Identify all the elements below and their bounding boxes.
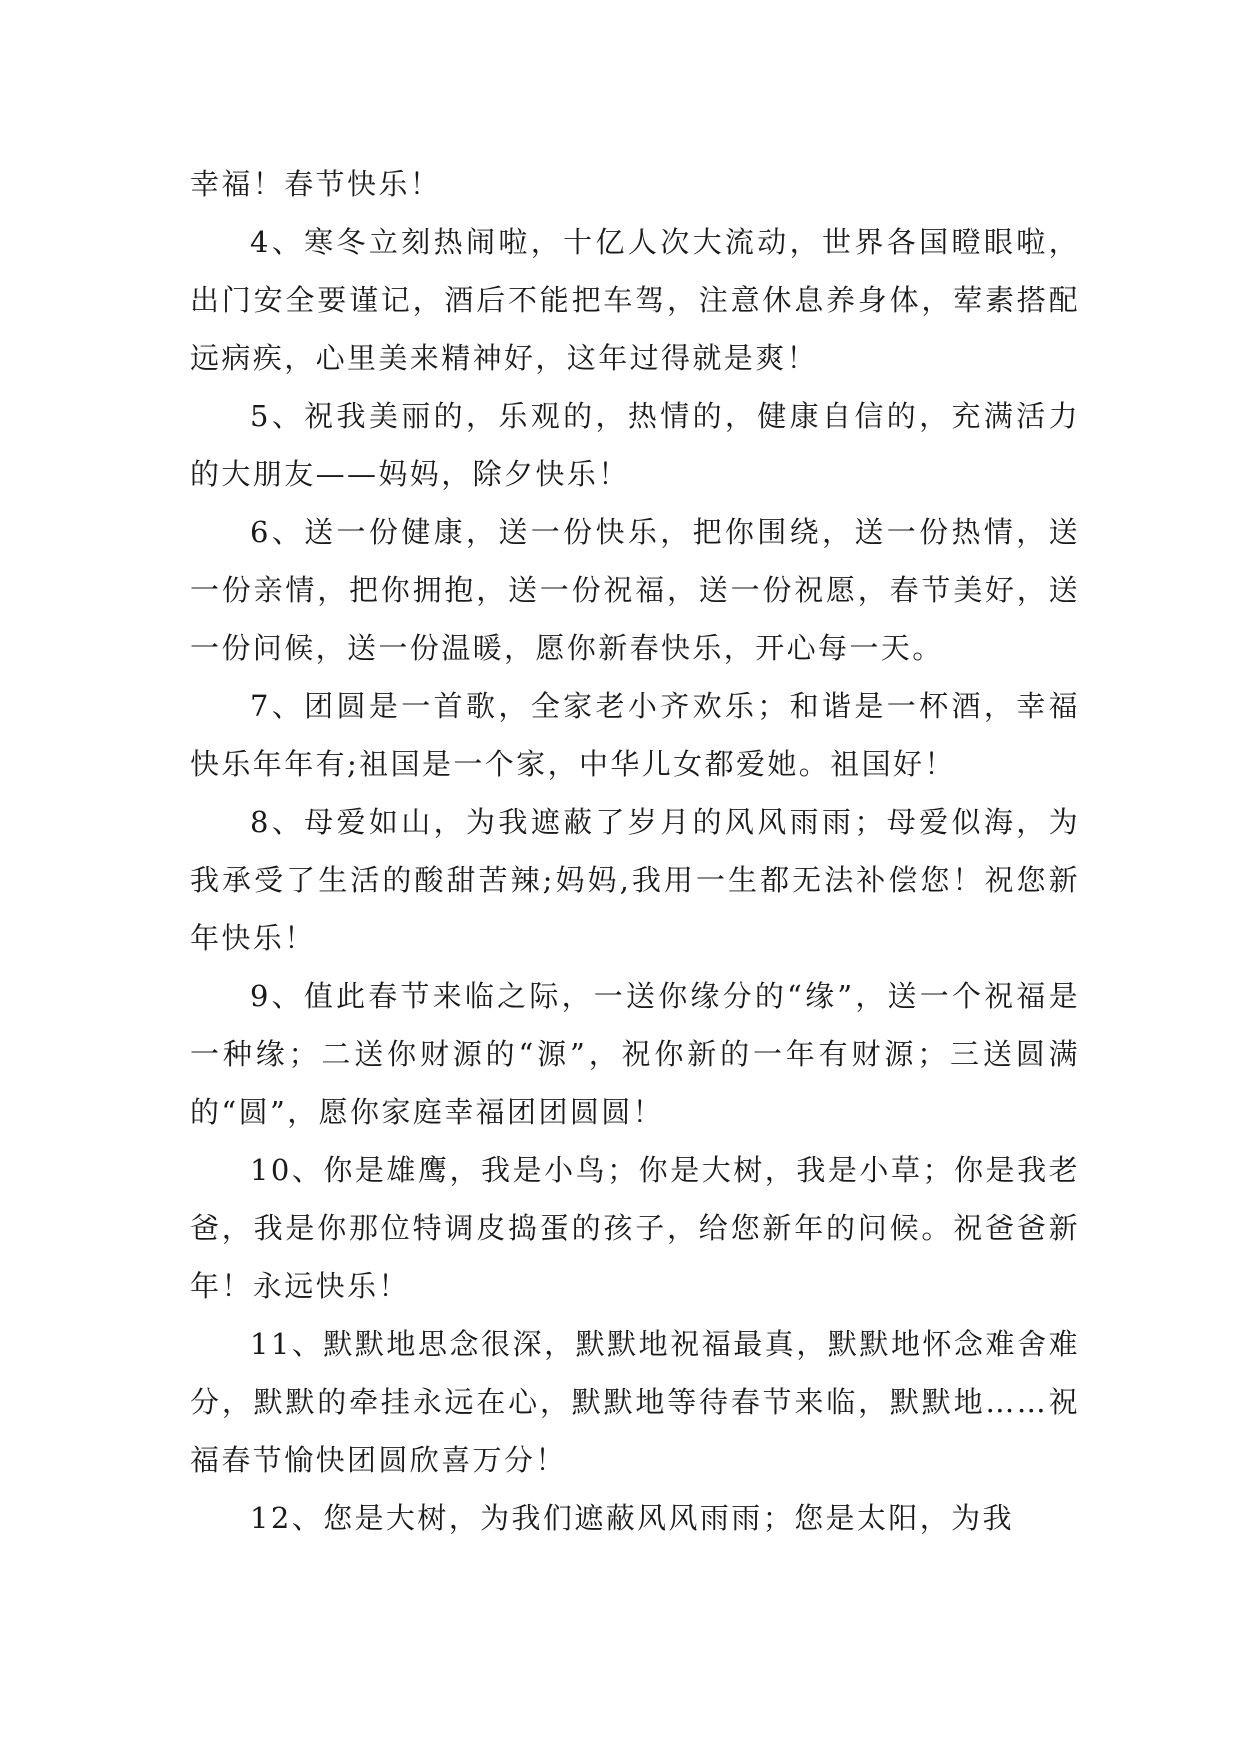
document-body [190, 155, 1080, 1547]
paragraph-10: 12、您是大树，为我们遮蔽风风雨雨；您是太阳，为我 [250, 1501, 1014, 1535]
paragraph-2: 4、寒冬立刻热闹啦，十亿人次大流动，世界各国瞪眼啦，出门安全要谨记，酒后不能把车驾，注意休息养身体，荤素搭配远病疾，心里美来精神好，这年过得就是爽！ [190, 225, 1080, 375]
paragraph-9: 11、默默地思念很深，默默地祝福最真，默默地怀念难舍难分，默默的牵挂永远在心，默默地等待春节来临，默默地……祝福春节愉快团圆欣喜万分！ [190, 1327, 1080, 1477]
paragraph-7: 9、值此春节来临之际，一送你缘分的“缘”，送一个祝福是一种缘；二送你财源的“源”，祝你新的一年有财源；三送圆满的“圆”，愿你家庭幸福团团圆圆！ [190, 979, 1080, 1129]
paragraph-5: 7、团圆是一首歌，全家老小齐欢乐；和谐是一杯酒，幸福快乐年年有;祖国是一个家，中华儿女都爱她。祖国好！ [190, 689, 1080, 781]
paragraph-1: 幸福！春节快乐！ [190, 167, 442, 201]
paragraph-4: 6、送一份健康，送一份快乐，把你围绕，送一份热情，送一份亲情，把你拥抱，送一份祝福，送一份祝愿，春节美好，送一份问候，送一份温暖，愿你新春快乐，开心每一天。 [190, 515, 1080, 665]
paragraph-3: 5、祝我美丽的，乐观的，热情的，健康自信的，充满活力的大朋友——妈妈，除夕快乐！ [190, 399, 1080, 491]
paragraph-6: 8、母爱如山，为我遮蔽了岁月的风风雨雨；母爱似海，为我承受了生活的酸甜苦辣;妈妈,我用一生都无法补偿您！祝您新年快乐！ [190, 805, 1080, 955]
paragraph-8: 10、你是雄鹰，我是小鸟；你是大树，我是小草；你是我老爸，我是你那位特调皮捣蛋的孩子，给您新年的问候。祝爸爸新年！永远快乐！ [190, 1153, 1080, 1303]
